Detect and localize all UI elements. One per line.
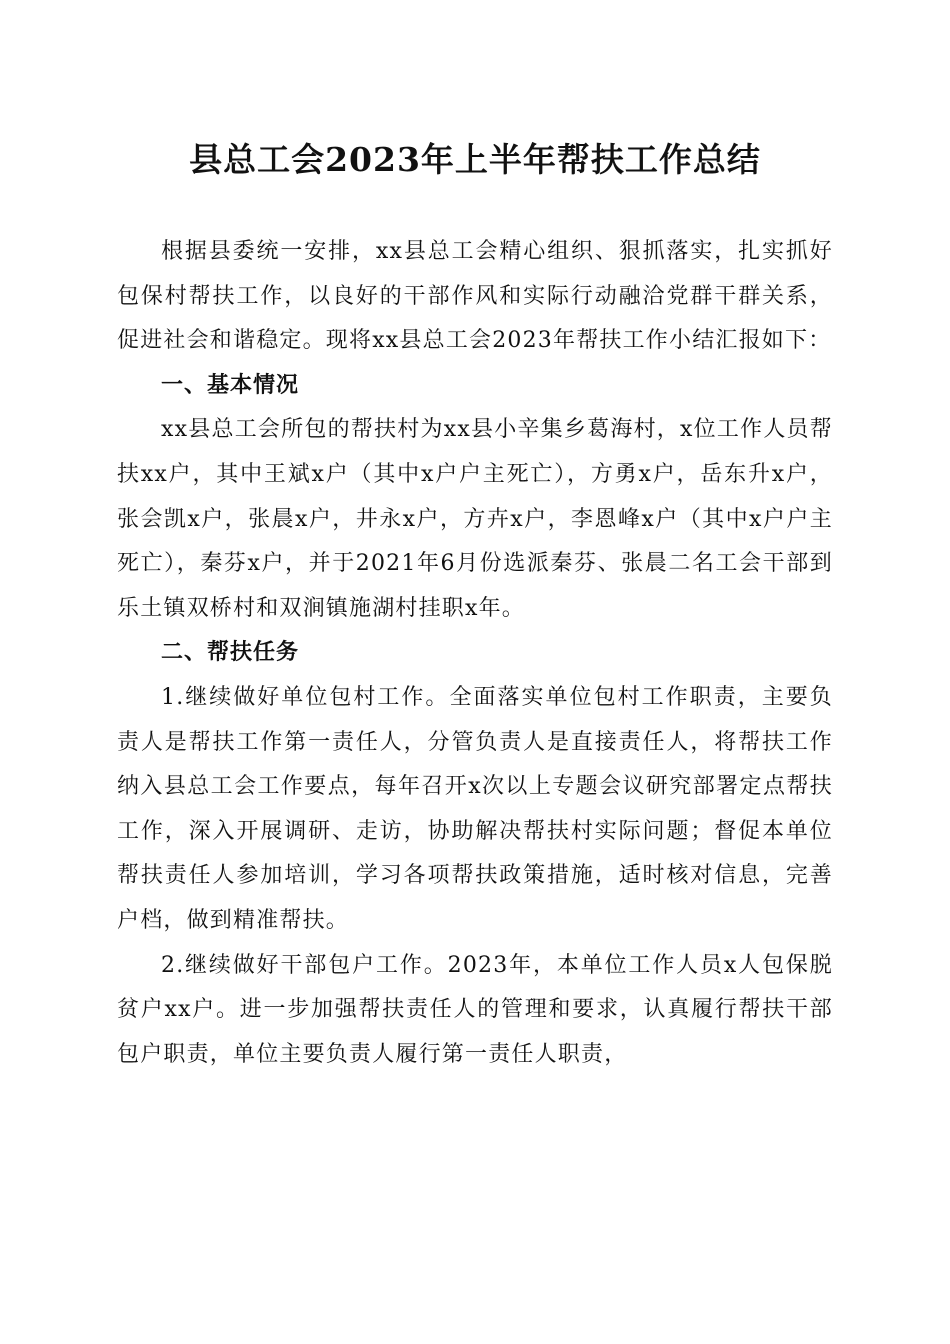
section-heading-tasks: 二、帮扶任务 — [161, 640, 300, 666]
document-body — [117, 230, 833, 1077]
document-title: 县总工会2023年上半年帮扶工作总结 — [189, 140, 761, 179]
basic-situation-paragraph: xx县总工会所包的帮扶村为xx县小辛集乡葛海村，x位工作人员帮扶xx户，其中王斌x户（其中x户户主死亡），方勇x户，岳东升x户，张会凯x户，张晨x户，井永x户，方卉x户，李恩峰x户（其中x户户主死亡），秦芬x户，并于2021年6月份选派秦芬、张晨二名工会干部到乐土镇双桥村和双涧镇施湖村挂职x年。 — [117, 417, 833, 621]
section-heading-basic-situation: 一、基本情况 — [161, 372, 300, 398]
task-item-2: 2.继续做好干部包户工作。2023年，本单位工作人员x人包保脱贫户xx户。进一步加强帮扶责任人的管理和要求，认真履行帮扶干部包户职责，单位主要负责人履行第一责任人职责， — [117, 952, 833, 1067]
intro-paragraph: 根据县委统一安排，xx县总工会精心组织、狠抓落实，扎实抓好包保村帮扶工作，以良好的干部作风和实际行动融洽党群干群关系，促进社会和谐稳定。现将xx县总工会2023年帮扶工作小结汇报如下： — [117, 239, 833, 354]
task-item-1: 1.继续做好单位包村工作。全面落实单位包村工作职责，主要负责人是帮扶工作第一责任人，分管负责人是直接责任人，将帮扶工作纳入县总工会工作要点，每年召开x次以上专题会议研究部署定点帮扶工作，深入开展调研、走访，协助解决帮扶村实际问题；督促本单位帮扶责任人参加培训，学习各项帮扶政策措施，适时核对信息，完善户档，做到精准帮扶。 — [117, 684, 833, 933]
